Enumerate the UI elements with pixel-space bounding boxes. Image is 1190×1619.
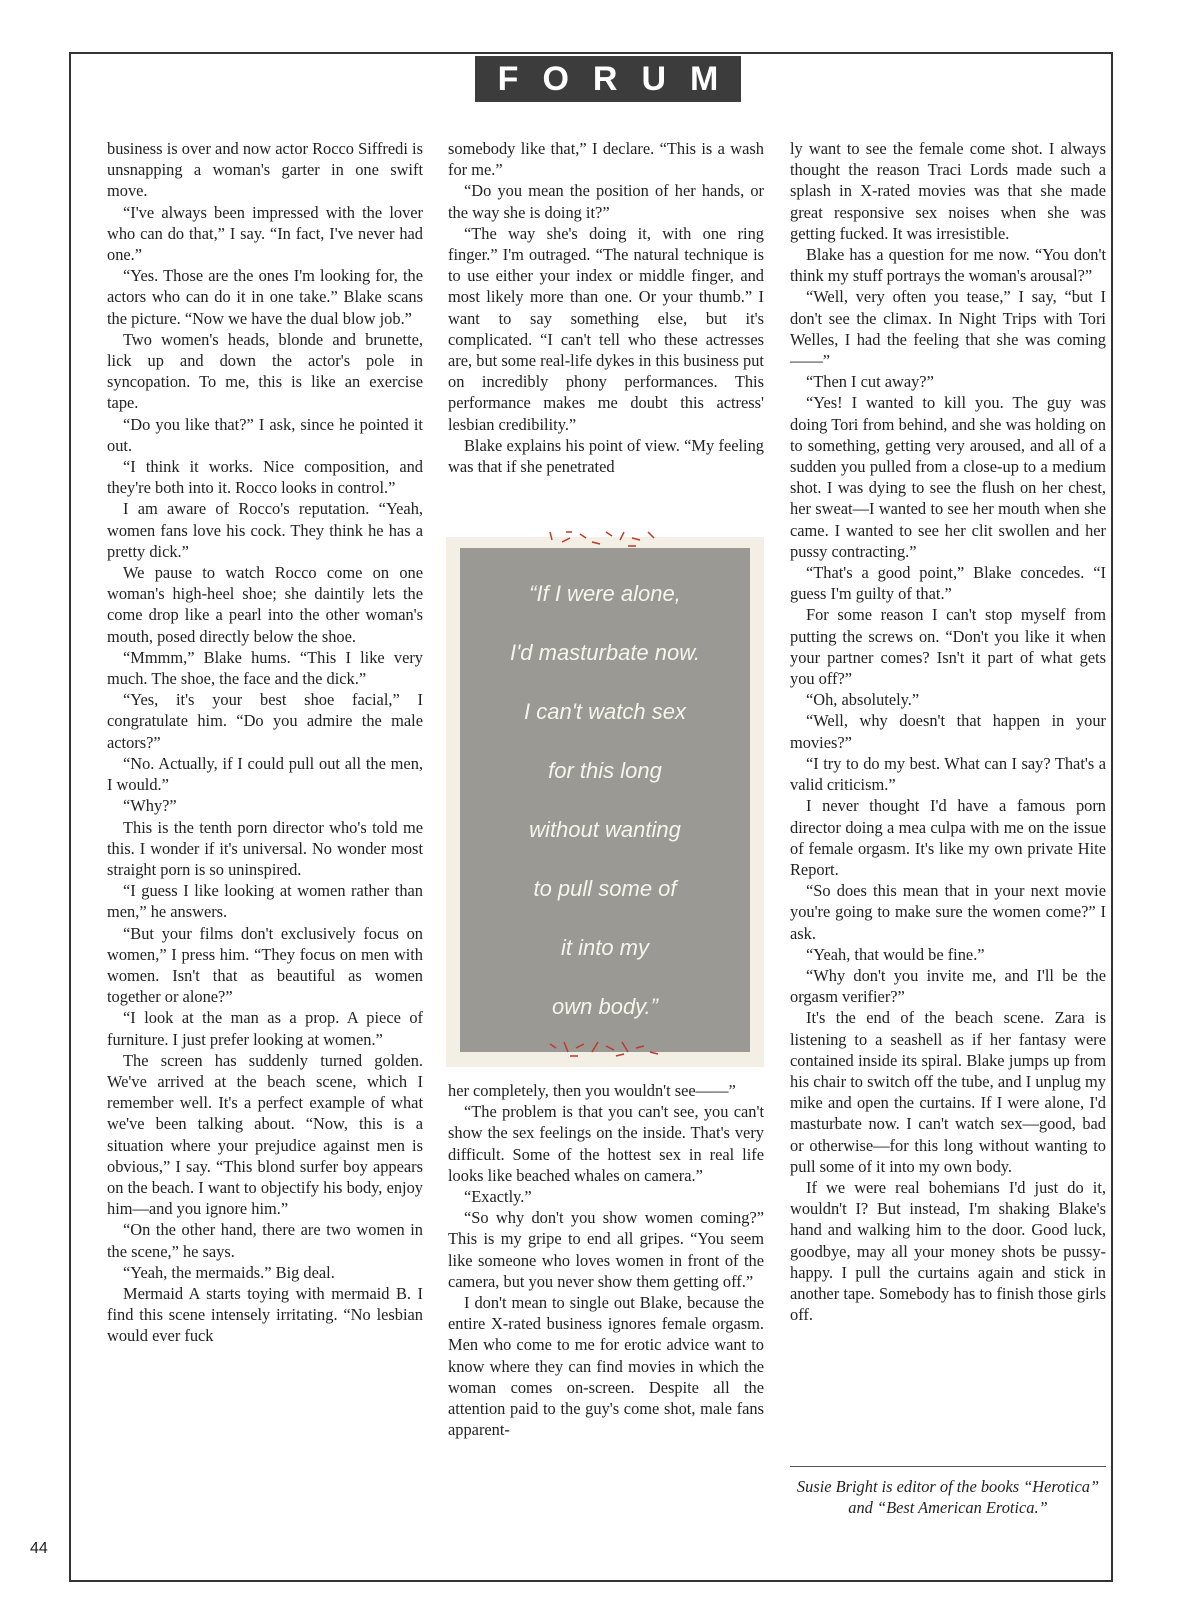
paragraph: “Do you like that?” I ask, since he pointed it out. xyxy=(107,414,423,455)
article-column-2-top xyxy=(448,138,764,477)
pullquote-line: own body.” xyxy=(552,993,658,1019)
paragraph: Blake explains his point of view. “My feeling was that if she penetrated xyxy=(448,435,764,477)
pullquote-frame xyxy=(446,537,764,1067)
paragraph: “I try to do my best. What can I say? That's a valid criticism.” xyxy=(790,753,1106,795)
paragraph: her completely, then you wouldn't see——” xyxy=(448,1081,736,1100)
paragraph: “I guess I like looking at women rather than men,” he answers. xyxy=(107,881,423,922)
paragraph: “Well, why doesn't that happen in your movies?” xyxy=(790,711,1106,752)
paragraph: Two women's heads, blonde and brunette, lick up and down the actor's pole in syncopation. To me, this is like an exercise tape. xyxy=(107,329,423,413)
paragraph: If we were real bohemians I'd just do it, wouldn't I? But instead, I'm shaking Blake's hand and walking him to the door. Good luck, goodbye, may all your money shots be pussy-happy. I pull the curtains again and stick in another tape. Somebody has to finish those girls off. xyxy=(790,1177,1106,1325)
paragraph: For some reason I can't stop myself from putting the screws on. “Don't you like it when your partner comes? Isn't it part of what gets you off?” xyxy=(790,605,1106,689)
paragraph: “Do you mean the position of her hands, or the way she is doing it?” xyxy=(448,181,764,222)
paragraph: “I think it works. Nice composition, and they're both into it. Rocco looks in control.” xyxy=(107,457,423,498)
pullquote-line: to pull some of xyxy=(533,875,677,901)
paragraph: “On the other hand, there are two women in the scene,” he says. xyxy=(107,1220,423,1261)
paragraph: “Why don't you invite me, and I'll be the orgasm verifier?” xyxy=(790,965,1106,1007)
paragraph: “Yes. Those are the ones I'm looking for, the actors who can do it in one take.” Blake scans the picture. “Now we have the dual blow job.” xyxy=(107,266,423,328)
article-column-2-bottom xyxy=(448,1080,764,1440)
paragraph: I never thought I'd have a famous porn director doing a mea culpa with me on the issue of female orgasm. It's like my own private Hite Report. xyxy=(790,796,1106,879)
paragraph: “Yeah, the mermaids.” Big deal. xyxy=(123,1262,335,1282)
paragraph: “Yes, it's your best shoe facial,” I congratulate him. “Do you admire the male actors?” xyxy=(107,690,423,752)
paragraph: “I look at the man as a prop. A piece of furniture. I just prefer looking at women.” xyxy=(107,1008,423,1049)
paragraph: Blake has a question for me now. “You don't think my stuff portrays the woman's arousal?” xyxy=(790,245,1106,286)
paragraph: “Yeah, that would be fine.” xyxy=(806,944,985,964)
article-column-1 xyxy=(107,138,423,1347)
paragraph: “Oh, absolutely.” xyxy=(806,690,920,710)
paragraph: business is over and now actor Rocco Siffredi is unsnapping a woman's garter in one swift move. xyxy=(107,139,423,201)
paragraph: It's the end of the beach scene. Zara is listening to a seashell as if her fantasy were contained inside its spiral. Blake jumps up from his chair to switch off the tube, and I unplug my mike and open the curtains. If I were alone, I'd masturbate now. I can't watch sex—good, bad or otherwise—for this long without wanting to pull some of it into my own body. xyxy=(790,1008,1106,1176)
article-column-3 xyxy=(790,138,1106,1325)
pullquote xyxy=(460,548,750,1052)
decorative-ornament-bottom xyxy=(540,1038,670,1060)
paragraph: “I've always been impressed with the lover who can do that,” I say. “In fact, I've never had one.” xyxy=(107,202,423,265)
paragraph: ly want to see the female come shot. I always thought the reason Traci Lords made such a splash in X-rated movies was that she made great responsive sex noises when she was getting fucked. It was irresistible. xyxy=(790,139,1106,243)
page-number: 44 xyxy=(30,1540,48,1557)
paragraph: “That's a good point,” Blake concedes. “I guess I'm guilty of that.” xyxy=(790,563,1106,604)
credit-divider xyxy=(790,1466,1106,1467)
paragraph: “Well, very often you tease,” I say, “but I don't see the climax. In Night Trips with Tori Welles, I had the feeling that she was coming——” xyxy=(790,287,1106,371)
paragraph: “No. Actually, if I could pull out all the men, I would.” xyxy=(107,753,423,795)
paragraph: “Yes! I wanted to kill you. The guy was doing Tori from behind, and she was holding on to something, getting very aroused, and all of a sudden you pulled from a close-up to a medium shot. I was dying to see the flush on her chest, her sweat—I wanted to see her mouth when she came. I wanted to see her clit swollen and her pussy contracting.” xyxy=(790,393,1106,561)
paragraph: The screen has suddenly turned golden. We've arrived at the beach scene, which I remember well. It's a perfect example of what we've been talking about. “Now, this is a situation where your prejudice against men is obvious,” I say. “This blond surfer boy appears on the beach. I want to objectify his body, enjoy him—and you ignore him.” xyxy=(107,1050,423,1219)
paragraph: This is the tenth porn director who's told me this. I wonder if it's universal. No wonder most straight porn is so uninspired. xyxy=(107,817,423,879)
paragraph: “But your films don't exclusively focus on women,” I press him. “They focus on men with women. Isn't that as beautiful as women together or alone?” xyxy=(107,923,423,1007)
author-credit: Susie Bright is editor of the books “Herotica” and “Best American Erotica.” xyxy=(796,1477,1100,1518)
paragraph: somebody like that,” I declare. “This is a wash for me.” xyxy=(448,139,764,180)
paragraph: “Then I cut away?” xyxy=(806,372,934,392)
paragraph: “The problem is that you can't see, you can't show the sex feelings on the inside. That's very difficult. Some of the hottest sex in real life looks like beached whales on camera.” xyxy=(448,1102,764,1185)
pullquote-line: for this long xyxy=(548,757,662,783)
paragraph: We pause to watch Rocco come on one woman's high-heel shoe; she daintily lets the come drop like a pearl into the other woman's mouth, posed directly below the shoe. xyxy=(107,563,423,646)
paragraph: I am aware of Rocco's reputation. “Yeah, women fans love his cock. They think he has a pretty dick.” xyxy=(107,499,423,561)
pullquote-line: I'd masturbate now. xyxy=(509,639,701,665)
paragraph: Mermaid A starts toying with mermaid B. I find this scene intensely irritating. “No lesbian would ever fuck xyxy=(107,1283,423,1346)
pullquote-line: I can't watch sex xyxy=(524,698,686,724)
decorative-ornament-top xyxy=(540,528,670,550)
paragraph: “Why?” xyxy=(123,796,177,816)
paragraph: I don't mean to single out Blake, because the entire X-rated business ignores female orgasm. Men who come to me for erotic advice want to know where they can find movies in which the woman comes on-screen. Despite all the attention paid to the guy's come shot, male fans apparent- xyxy=(448,1293,764,1440)
pullquote-line: it into my xyxy=(560,934,650,960)
pullquote-line: “If I were alone, xyxy=(529,580,681,606)
paragraph: “So does this mean that in your next movie you're going to make sure the women come?” I ask. xyxy=(790,881,1106,943)
section-banner: FORUM xyxy=(475,56,741,102)
pullquote-line: without wanting xyxy=(529,816,681,842)
paragraph: “Mmmm,” Blake hums. “This I like very much. The shoe, the face and the dick.” xyxy=(107,647,423,689)
paragraph: “Exactly.” xyxy=(464,1187,532,1207)
paragraph: “The way she's doing it, with one ring finger.” I'm outraged. “The natural technique is to use either your index or middle finger, and most likely more than one. Or your thumb.” I want to say something else, but it's complicated. “I can't tell who these actresses are, but some real-life dykes in this business put on incredibly phony performances. This performance makes me doubt this actress' lesbian credibility.” xyxy=(448,223,764,434)
paragraph: “So why don't you show women coming?” This is my gripe to end all gripes. “You seem like someone who loves women in front of the camera, but you never show them getting off.” xyxy=(448,1208,764,1291)
